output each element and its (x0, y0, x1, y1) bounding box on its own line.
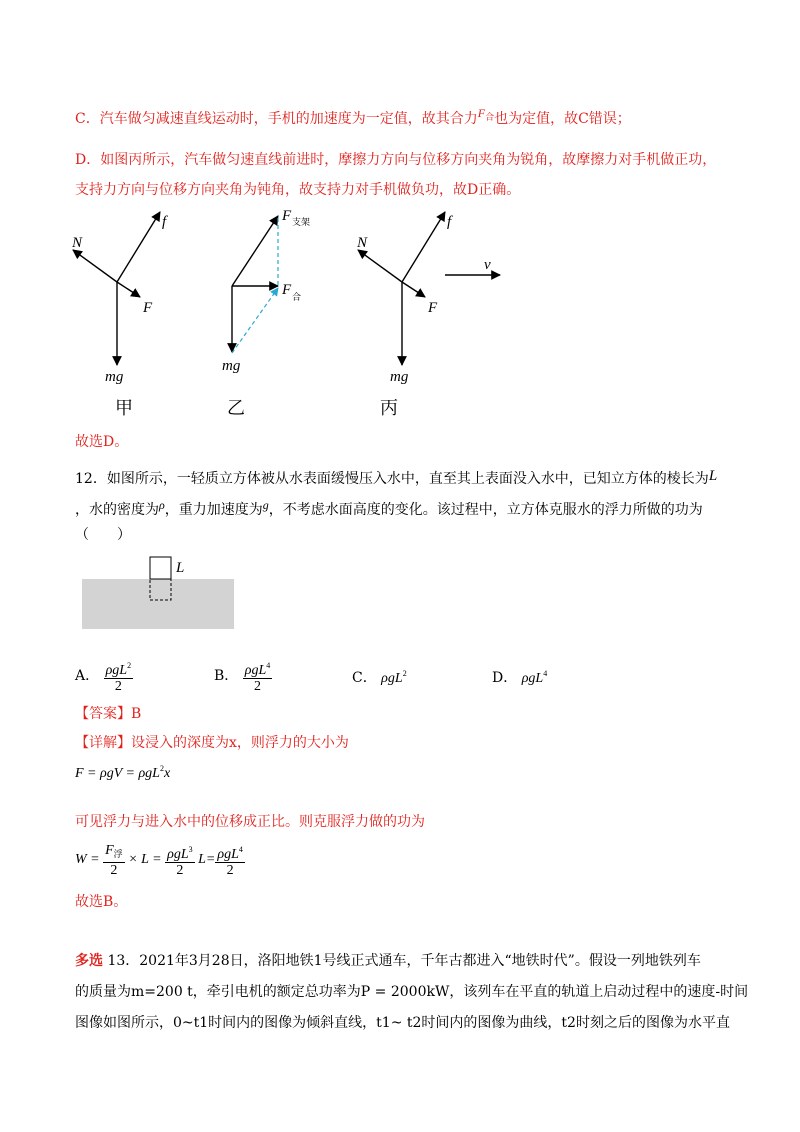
detail-text: 设浸入的深度为x，则浮力的大小为 (131, 735, 349, 751)
dashed-diagonal (232, 288, 278, 353)
caption-bing: 丙 (380, 398, 398, 419)
f2-num: ρgL (167, 847, 189, 862)
option-b-fraction (243, 658, 273, 694)
arrow-N-bing (358, 250, 402, 282)
c-line-text: C．汽车做匀减速直线运动时，手机的加速度为一定值，故其合力 (75, 111, 478, 127)
cube-label-L: L (176, 560, 185, 576)
arrow-f-bing (402, 212, 445, 282)
label-F-he: F (282, 282, 292, 298)
q13-line2: 的质量为m=200 t，牵引电机的额定总功率为P = 2000kW，该列车在平直的轨道上启动过程中的速度-时间 (75, 984, 749, 1000)
f-he-symbol: $F_合$ (477, 106, 495, 122)
arrow-F (117, 282, 140, 297)
label-v: v (484, 257, 491, 273)
formula2-frac2 (165, 842, 195, 878)
formula2-frac3 (215, 842, 245, 878)
f1-num: F (105, 842, 114, 858)
cube-water-figure (80, 552, 240, 632)
option-c-base: ρgL (381, 671, 403, 686)
diagram-bing (356, 212, 500, 385)
option-a-letter: A． (75, 668, 100, 684)
option-d-line2: 支持力方向与位移方向夹角为钝角，故支持力对手机做负功，故D正确。 (75, 182, 521, 198)
label-sub-he: 合 (292, 293, 302, 303)
option-a-num: ρgL (105, 663, 128, 678)
q13-tag: 多选 (75, 953, 103, 969)
option-c-letter: C． (352, 670, 377, 686)
answer: 【答案】B (75, 706, 142, 722)
option-d-base: ρgL (521, 671, 544, 686)
label-sub-zhijia: 支架 (292, 218, 311, 228)
arrow-N (73, 250, 117, 282)
option-d-letter: D． (492, 670, 518, 686)
label-N-bing: N (357, 235, 368, 251)
label-mg-bing: mg (390, 369, 409, 385)
select-b: 故选B。 (75, 894, 128, 910)
formula1-tail: x (163, 766, 171, 781)
q13-line1 (75, 951, 701, 971)
q12-line1 (75, 466, 717, 489)
q12-text2c: ，不考虑水面高度的变化。该过程中，立方体克服水的浮力所做的功为 (268, 502, 703, 518)
option-a-fraction (104, 658, 134, 694)
q12-paren: （ ） (75, 527, 131, 543)
q12-line2 (75, 495, 703, 520)
option-b-exp: 4 (266, 661, 271, 670)
option-a-exp: 2 (127, 661, 132, 670)
label-F-bing: F (428, 300, 438, 316)
label-N: N (72, 235, 83, 251)
option-c (352, 664, 407, 689)
option-b-den: 2 (254, 679, 261, 694)
formula2-mid: L= (198, 852, 216, 868)
option-a (75, 658, 133, 694)
rho-symbol: ρ (159, 498, 165, 512)
option-a-den: 2 (114, 679, 122, 694)
label-mg-yi: mg (222, 358, 241, 374)
detail-tag: 【详解】 (75, 735, 131, 751)
q13-line3: 图像如图所示，0~t1时间内的图像为倾斜直线，t1~ t2时间内的图像为曲线，t2时刻之后的图像为水平直 (75, 1015, 730, 1031)
q12-text2b: ，重力加速度为 (164, 502, 263, 518)
formula2-W: W = (75, 852, 100, 868)
formula2-frac1 (103, 843, 125, 878)
g-symbol: g (262, 498, 269, 512)
diagram-yi (222, 208, 310, 374)
formula2-times: × L = (128, 852, 162, 868)
f2-den: 2 (176, 863, 184, 878)
label-F: F (143, 300, 153, 316)
label-f-bing: f (447, 214, 452, 230)
proportional-text: 可见浮力与进入水中的位移成正比。则克服浮力做的功为 (75, 814, 425, 830)
q13-text1: 13．2021年3月28日，洛阳地铁1号线正式通车，千年古都进入“地铁时代”。假设一列地铁列车 (103, 953, 701, 969)
option-d-exp: 4 (543, 669, 548, 678)
q12-text2a: ，水的密度为 (75, 502, 159, 518)
water-region (82, 579, 234, 629)
label-F-zhijia: F (282, 208, 292, 224)
q12-text1: 12．如图所示，一轻质立方体被从水表面缓慢压入水中，直至其上表面没入水中，已知立方体的棱长为 (75, 471, 709, 487)
caption-yi: 乙 (227, 398, 245, 419)
option-c-exp: 2 (402, 669, 407, 678)
option-c-expr (381, 671, 407, 686)
select-d: 故选D。 (75, 434, 129, 450)
formula1-main: F = ρgV = ρgL (75, 766, 160, 781)
formula-work (75, 842, 245, 878)
formula1-exp: 2 (159, 764, 164, 773)
f1-num-sub: 浮 (113, 848, 123, 859)
detail-line (75, 733, 349, 753)
diagram-jia (71, 212, 168, 385)
arrow-f-zhijia (232, 216, 278, 286)
f3-num: ρgL (217, 847, 239, 862)
caption-jia: 甲 (115, 398, 133, 419)
q12-L-symbol: L (708, 468, 718, 484)
option-b-num: ρgL (244, 663, 267, 678)
formula-buoyancy (75, 759, 170, 784)
f1-den: 2 (110, 862, 118, 878)
option-d-line1: D．如图丙所示，汽车做匀速直线前进时，摩擦力方向与位移方向夹角为锐角，故摩擦力对手机做正功， (75, 152, 717, 168)
f2-exp: 3 (188, 845, 193, 854)
f3-exp: 4 (238, 845, 243, 854)
cube (150, 557, 171, 579)
c-line-tail: 也为定值，故C错误； (494, 111, 631, 127)
label-mg: mg (105, 369, 124, 385)
arrow-f (117, 212, 160, 282)
arrow-F-bing (402, 282, 425, 297)
option-b-letter: B． (214, 668, 239, 684)
option-d (492, 664, 547, 689)
option-d-expr (522, 671, 548, 686)
label-f: f (162, 214, 167, 230)
option-c-explanation (75, 103, 631, 129)
f3-den: 2 (226, 863, 234, 878)
option-b (214, 658, 272, 694)
